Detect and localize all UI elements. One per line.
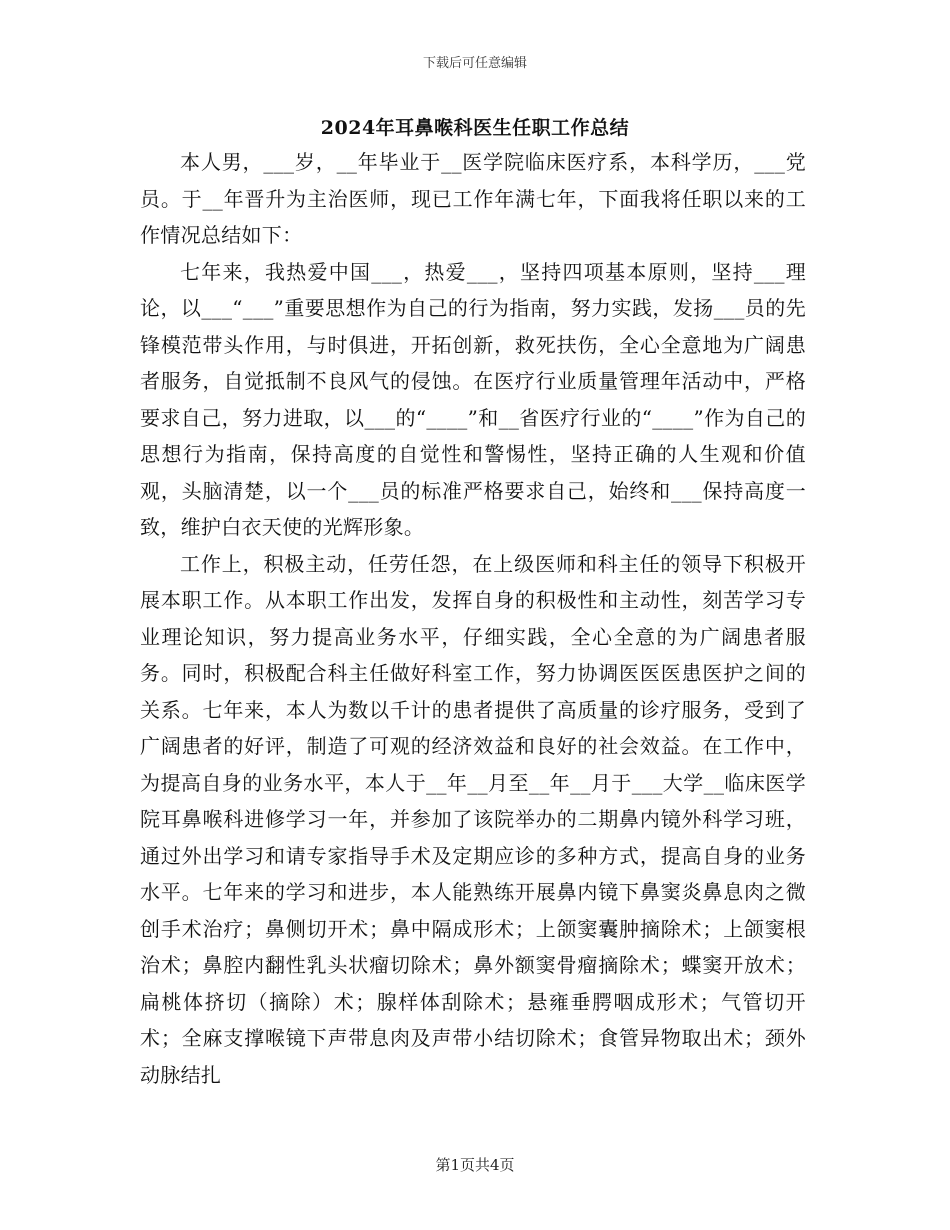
page-number-footer: 第1页共4页 xyxy=(435,1156,515,1174)
paragraph-political: 七年来，我热爱中国___，热爱___，坚持四项基本原则，坚持___理论，以___“___”重要思想作为自己的行为指南，努力实践，发扬___员的先锋模范带头作用，与时俱进，开拓创新，救死扶伤，全心全意地为广阔患者服务，自觉抵制不良风气的侵蚀。在医疗行业质量管理年活动中，严格要求自己，努力进取，以___的“____”和__省医疗行业的“____”作为自己的思想行为指南，保持高度的自觉性和警惕性，坚持正确的人生观和价值观，头脑清楚，以一个___员的标准严格要求自己，始终和___保持高度一致，维护白衣天使的光辉形象。 xyxy=(140,259,806,539)
document-body xyxy=(140,144,806,1093)
paragraph-intro: 本人男，___岁，__年毕业于__医学院临床医疗系，本科学历，___党员。于__年晋升为主治医师，现已工作年满七年，下面我将任职以来的工作情况总结如下： xyxy=(140,150,806,247)
page-header-note: 下载后可任意编辑 xyxy=(422,56,527,71)
document-title: 2024年耳鼻喉科医生任职工作总结 xyxy=(320,117,630,139)
paragraph-work: 工作上，积极主动，任劳任怨，在上级医师和科主任的领导下积极开展本职工作。从本职工作出发，发挥自身的积极性和主动性，刻苦学习专业理论知识，努力提高业务水平，仔细实践，全心全意的为广阔患者服务。同时，积极配合科主任做好科室工作，努力协调医医医患医护之间的关系。七年来，本人为数以千计的患者提供了高质量的诊疗服务，受到了广阔患者的好评，制造了可观的经济效益和良好的社会效益。在工作中，为提高自身的业务水平，本人于__年__月至__年__月于___大学__临床医学院耳鼻喉科进修学习一年，并参加了该院举办的二期鼻内镜外科学习班，通过外出学习和请专家指导手术及定期应诊的多种方式，提高自身的业务水平。七年来的学习和进步，本人能熟练开展鼻内镜下鼻窦炎鼻息肉之微创手术治疗；鼻侧切开术；鼻中隔成形术；上颌窦囊肿摘除术；上颌窦根治术；鼻腔内翻性乳头状瘤切除术；鼻外额窦骨瘤摘除术；蝶窦开放术；扁桃体挤切（摘除）术；腺样体刮除术；悬雍垂腭咽成形术；气管切开术；全麻支撑喉镜下声带息肉及声带小结切除术；食管异物取出术；颈外动脉结扎 xyxy=(140,551,806,1087)
